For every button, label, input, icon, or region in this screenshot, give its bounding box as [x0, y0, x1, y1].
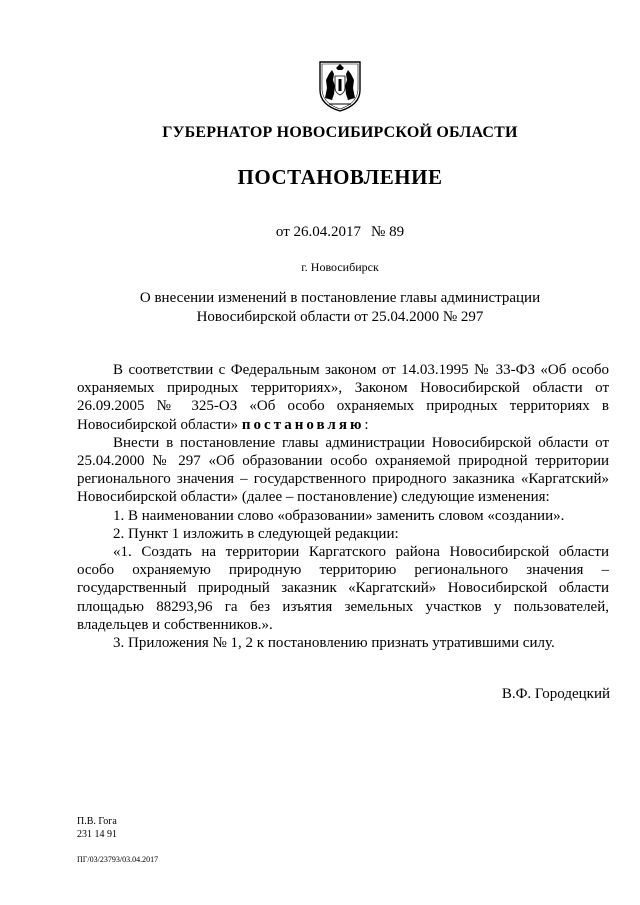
preamble-text: В соответствии с Федеральным законом от 14.03.1995 № 33-ФЗ «Об особо охраняемых природных территориях», Законом Новосибирской области от 26.09.2005 № 325-ОЗ «Об особо охраняемых природных территориях в Новосибирской области»: [77, 362, 609, 433]
executor-info: [77, 815, 117, 841]
document-date: от 26.04.2017: [275, 224, 362, 240]
subject-line-1: О внесении изменений в постановление главы администрации: [139, 290, 541, 306]
body-paragraph: 1. В наименовании слово «образовании» заменить словом «создании».: [113, 507, 565, 524]
executor-phone: 231 14 91: [77, 829, 117, 840]
document-subject: [0, 289, 640, 327]
body-paragraph: 3. Приложения № 1, 2 к постановлению признать утратившими силу.: [113, 635, 555, 652]
document-number: № 89: [371, 224, 405, 240]
subject-line-2: Новосибирской области от 25.04.2000 № 297: [196, 309, 484, 325]
decree-word: постановляю: [241, 416, 365, 433]
body-paragraph: 2. Пункт 1 изложить в следующей редакции:: [113, 525, 399, 542]
document-body: [77, 361, 609, 652]
body-paragraph: Внести в постановление главы администрации Новосибирской области от 25.04.2000 № 297 «Об образовании особо охраняемой природной территории регионального значения – государственного природного заказника «Каргатский» Новосибирской области» (далее – постановление) следующие изменения:: [77, 434, 609, 506]
issue-city: г. Новосибирск: [301, 260, 379, 274]
body-paragraph: [77, 361, 609, 434]
document-type: ПОСТАНОВЛЕНИЕ: [237, 165, 443, 189]
body-paragraph: «1. Создать на территории Каргатского района Новосибирской области особо охраняемую природную территорию регионального значения – государственный природный заказник «Каргатский» Новосибирской области площадью 88293,96 га без изъятия земельных участков у пользователей, владельцев и собственников.».: [77, 544, 609, 633]
executor-name: П.В. Гога: [77, 816, 117, 827]
date-number-line: [0, 224, 640, 241]
preamble-colon: :: [364, 416, 369, 433]
regional-coat-of-arms-icon: [317, 60, 363, 112]
document-code: ПГ/03/23793/03.04.2017: [77, 855, 159, 864]
signature-name: В.Ф. Городецкий: [501, 686, 610, 702]
authority-title: ГУБЕРНАТОР НОВОСИБИРСКОЙ ОБЛАСТИ: [162, 124, 518, 141]
